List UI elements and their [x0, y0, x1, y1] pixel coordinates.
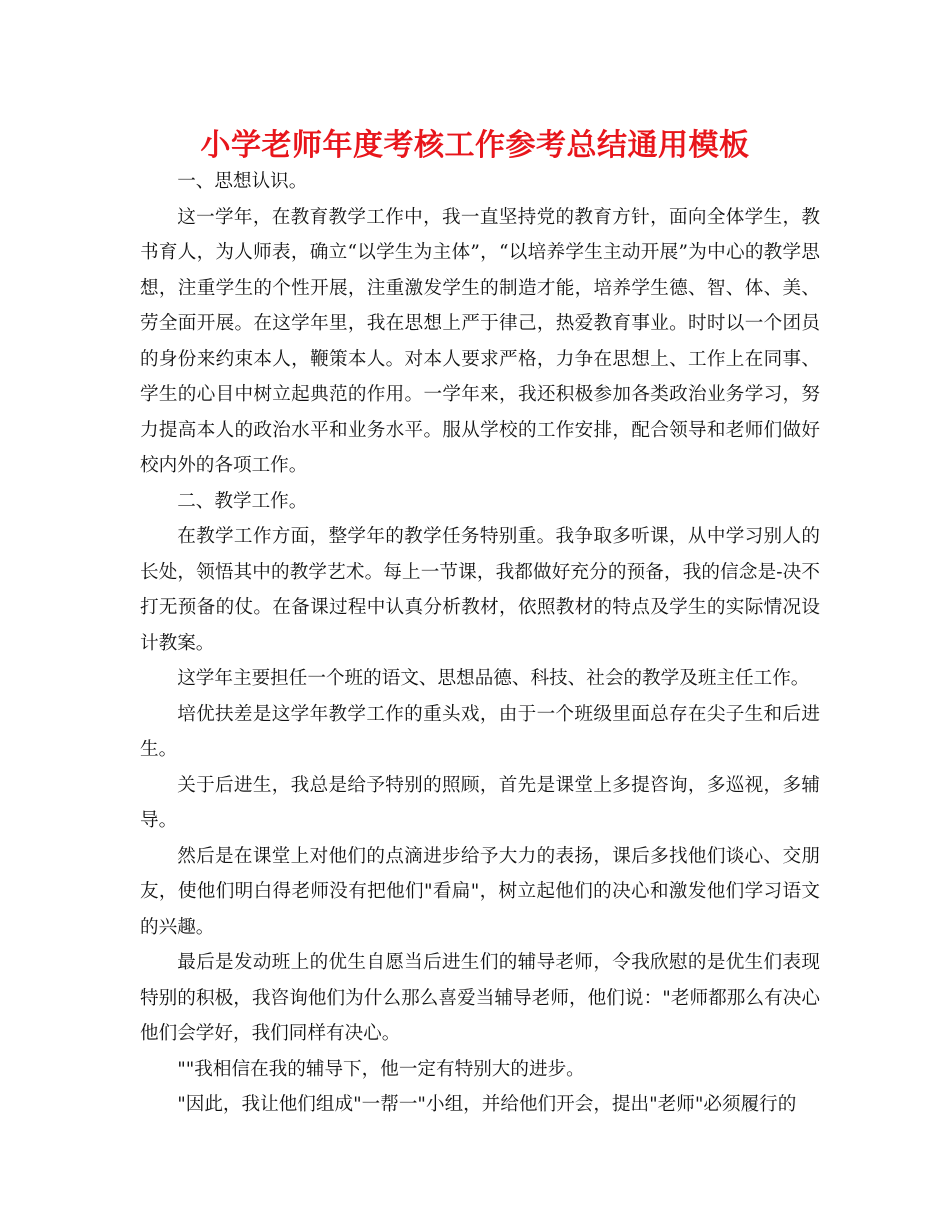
- paragraph: ""我相信在我的辅导下，他一定有特别大的进步。: [177, 1058, 585, 1080]
- paragraph: 最后是发动班上的优生自愿当后进生们的辅导老师，令我欣慰的是优生们表现特别的积极，我咨询他们为什么那么喜爱当辅导老师，他们说："老师都那么有决心他们会学好，我们同样有决心。: [140, 952, 820, 1044]
- paragraph: 在教学工作方面，整学年的教学任务特别重。我争取多听课，从中学习别人的长处，领悟其中的教学艺术。每上一节课，我都做好充分的预备，我的信念是-决不打无预备的仗。在备课过程中认真分析教材，依照教材的特点及学生的实际情况设计教案。: [140, 526, 820, 654]
- document-title: 小学老师年度考核工作参考总结通用模板: [200, 128, 750, 163]
- paragraph: 这学年主要担任一个班的语文、思想品德、科技、社会的教学及班主任工作。: [177, 668, 810, 689]
- section-heading: 一、思想认识。: [177, 171, 308, 192]
- paragraph: 关于后进生，我总是给予特别的照顾，首先是课堂上多提咨询，多巡视，多辅导。: [140, 774, 820, 831]
- paragraph: 然后是在课堂上对他们的点滴进步给予大力的表扬，课后多找他们谈心、交朋友，使他们明白得老师没有把他们"看扁"，树立起他们的决心和激发他们学习语文的兴趣。: [140, 845, 820, 938]
- paragraph: 培优扶差是这学年教学工作的重头戏，由于一个班级里面总存在尖子生和后进生。: [140, 703, 820, 760]
- paragraph: 这一学年，在教育教学工作中，我一直坚持党的教育方针，面向全体学生，教书育人，为人师表，确立“以学生为主体”，“以培养学生主动开展”为中心的教学思想，注重学生的个性开展，注重激发学生的制造才能，培养学生德、智、体、美、劳全面开展。在这学年里，我在思想上严于律己，热爱教育事业。时时以一个团员的身份来约束本人，鞭策本人。对本人要求严格，力争在思想上、工作上在同事、学生的心目中树立起典范的作用。一学年来，我还积极参加各类政治业务学习，努力提高本人的政治水平和业务水平。服从学校的工作安排，配合领导和老师们做好校内外的各项工作。: [140, 206, 820, 476]
- document-body: [140, 164, 820, 1123]
- paragraph: "因此，我让他们组成"一帮一"小组，并给他们开会，提出"老师"必须履行的: [177, 1094, 797, 1115]
- section-heading: 二、教学工作。: [177, 490, 308, 512]
